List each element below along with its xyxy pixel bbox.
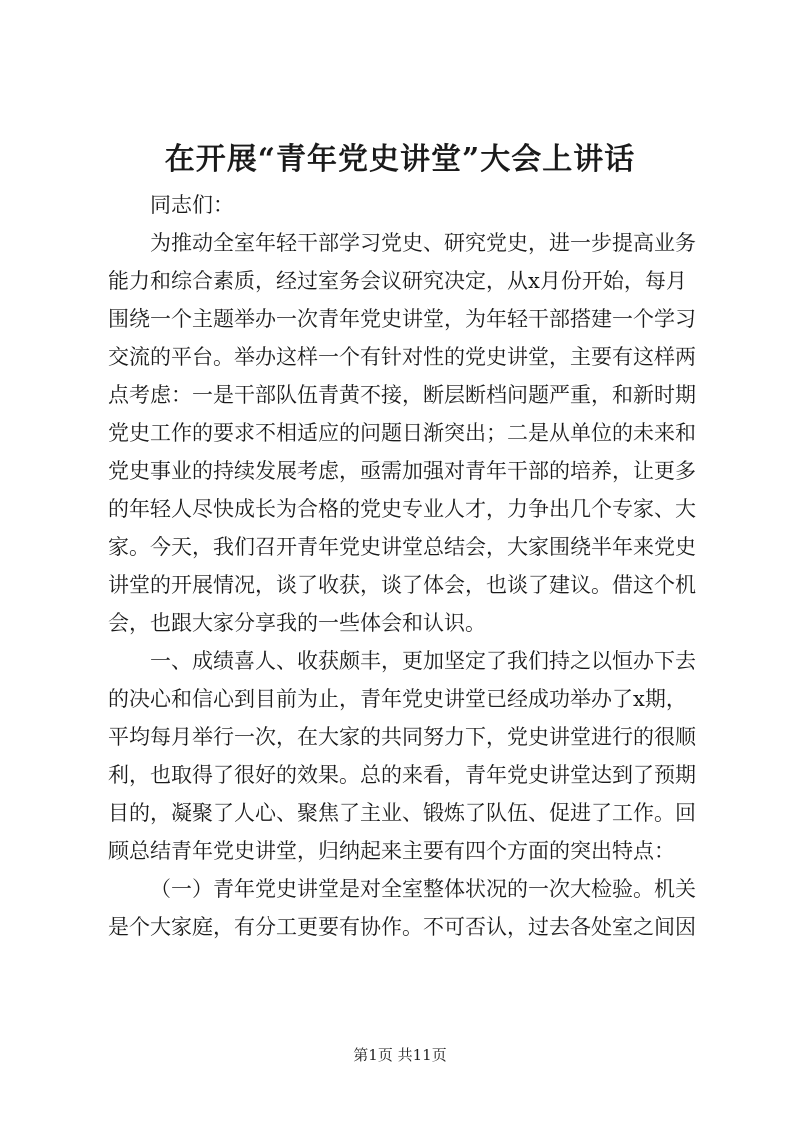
paragraph-1 — [108, 224, 708, 642]
paragraph-line: 顾总结青年党史讲堂，归纳起来主要有四个方面的突出特点： — [108, 839, 675, 863]
paragraph-line: 能力和综合素质，经过室务会议研究决定，从x月份开始，每月 — [108, 269, 687, 293]
paragraph-line: （一）青年党史讲堂是对全室整体状况的一次大检验。机关 — [150, 877, 696, 901]
document-title: 在开展“青年党史讲堂”大会上讲话 — [164, 142, 636, 177]
paragraph-line: 党史事业的持续发展考虑，亟需加强对青年干部的培养，让更多 — [108, 459, 696, 483]
paragraph-line: 会，也跟大家分享我的一些体会和认识。 — [108, 611, 486, 635]
paragraph-line: 党史工作的要求不相适应的问题日渐突出；二是从单位的未来和 — [108, 421, 696, 445]
paragraph-line: 围绕一个主题举办一次青年党史讲堂，为年轻干部搭建一个学习 — [108, 307, 696, 331]
paragraph-line: 点考虑：一是干部队伍青黄不接，断层断档问题严重，和新时期 — [108, 383, 696, 407]
salutation: 同志们： — [150, 193, 234, 217]
paragraph-line: 交流的平台。举办这样一个有针对性的党史讲堂，主要有这样两 — [108, 345, 696, 369]
paragraph-line: 目的，凝聚了人心、聚焦了主业、锻炼了队伍、促进了工作。回 — [108, 801, 696, 825]
paragraph-line: 平均每月举行一次，在大家的共同努力下，党史讲堂进行的很顺 — [108, 725, 696, 749]
paragraph-3 — [108, 870, 708, 946]
paragraph-line: 利，也取得了很好的效果。总的来看，青年党史讲堂达到了预期 — [108, 763, 696, 787]
paragraph-line: 的决心和信心到目前为止，青年党史讲堂已经成功举办了x期， — [108, 687, 687, 711]
page-footer: 第1页 共11页 — [353, 1046, 447, 1064]
paragraph-line: 的年轻人尽快成长为合格的党史专业人才，力争出几个专家、大 — [108, 497, 696, 521]
paragraph-2 — [108, 642, 708, 870]
paragraph-line: 为推动全室年轻干部学习党史、研究党史，进一步提高业务 — [150, 231, 696, 255]
paragraph-line: 是个大家庭，有分工更要有协作。不可否认，过去各处室之间因 — [108, 915, 696, 939]
paragraph-line: 家。今天，我们召开青年党史讲堂总结会，大家围绕半年来党史 — [108, 535, 696, 559]
paragraph-line: 一、成绩喜人、收获颇丰，更加坚定了我们持之以恒办下去 — [150, 649, 696, 673]
document-body — [108, 186, 708, 946]
paragraph-line: 讲堂的开展情况，谈了收获，谈了体会，也谈了建议。借这个机 — [108, 573, 696, 597]
